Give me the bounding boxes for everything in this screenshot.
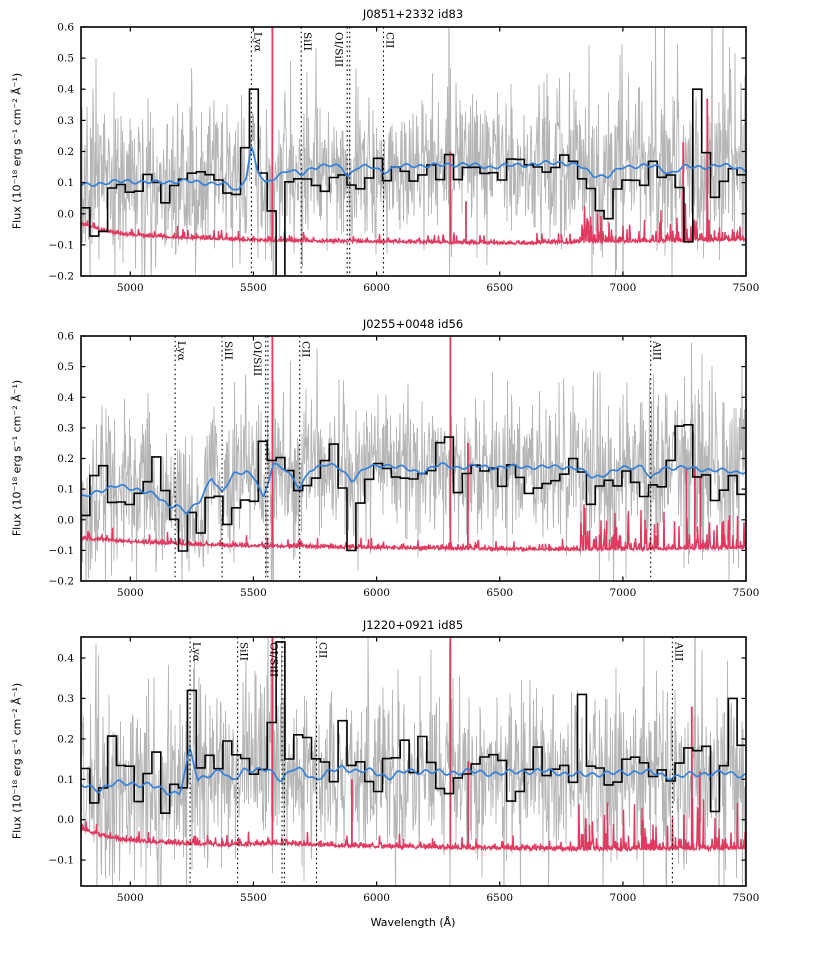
x-axis-label: Wavelength (Å) xyxy=(370,916,456,929)
y-tick-label: 0.4 xyxy=(57,83,74,96)
panel-title-1: J0851+2332 id83 xyxy=(362,7,464,21)
marker-label-AlII: AlII xyxy=(672,642,685,662)
y-tick-label: 0.4 xyxy=(57,652,74,665)
marker-label-SiII: SiII xyxy=(301,32,314,51)
raw-spectrum-gray xyxy=(81,0,746,358)
x-tick-label: 6000 xyxy=(363,282,390,294)
x-tick-label: 5500 xyxy=(240,282,267,294)
x-tick-label: 7500 xyxy=(732,587,760,599)
marker-label-Lyα: Lyα xyxy=(251,32,264,52)
y-tick-label: 0.2 xyxy=(57,453,74,465)
x-tick-label: 7500 xyxy=(732,282,760,294)
marker-label-Lyα: Lyα xyxy=(175,341,188,361)
x-tick-label: 6500 xyxy=(486,892,514,904)
marker-label-OI/SiII: OI/SiII xyxy=(332,32,345,68)
y-tick-label: −0.1 xyxy=(48,544,74,557)
marker-label-CII: CII xyxy=(383,32,396,49)
x-tick-label: 6000 xyxy=(363,892,390,904)
marker-label-CII: CII xyxy=(316,642,329,659)
x-tick-label: 6000 xyxy=(363,587,390,599)
y-tick-label: −0.2 xyxy=(48,270,74,283)
y-tick-label: 0.4 xyxy=(57,391,74,404)
panel-title-2: J0255+0048 id56 xyxy=(362,317,464,331)
y-axis-label-1: Flux (10⁻¹⁸ erg s⁻¹ cm⁻² Å⁻¹) xyxy=(10,72,24,230)
marker-label-OI/SiII: OI/SiII xyxy=(267,642,280,678)
x-tick-label: 7000 xyxy=(609,892,637,904)
y-tick-label: 0.5 xyxy=(57,361,74,374)
y-axis-label-2: Flux (10⁻¹⁸ erg s⁻¹ cm⁻² Å⁻¹) xyxy=(10,379,24,537)
y-tick-label: 0.2 xyxy=(57,146,74,158)
marker-label-Lyα: Lyα xyxy=(190,642,203,662)
x-tick-label: 6500 xyxy=(486,282,514,294)
x-tick-label: 7000 xyxy=(609,282,637,294)
marker-label-CII: CII xyxy=(299,341,312,358)
y-tick-label: 0.2 xyxy=(57,733,74,746)
panel-2-series xyxy=(81,318,746,642)
y-tick-label: 0.3 xyxy=(57,422,74,435)
marker-label-SiII: SiII xyxy=(222,341,235,360)
x-tick-label: 5500 xyxy=(240,587,267,599)
y-tick-label: 0.3 xyxy=(57,692,74,705)
y-tick-label: 0.6 xyxy=(57,21,74,34)
panel-1-series xyxy=(81,0,746,358)
y-tick-label: −0.1 xyxy=(48,239,74,252)
y-tick-label: 0.1 xyxy=(57,483,74,496)
y-tick-label: −0.1 xyxy=(48,854,74,867)
x-tick-label: 5000 xyxy=(116,587,144,599)
y-tick-label: 0.5 xyxy=(57,52,74,65)
y-tick-label: 0.0 xyxy=(57,514,74,527)
x-tick-label: 5000 xyxy=(116,282,144,294)
y-tick-label: 0.1 xyxy=(57,177,74,190)
x-tick-label: 6500 xyxy=(486,587,514,599)
y-tick-label: −0.2 xyxy=(48,575,74,588)
y-tick-label: 0.1 xyxy=(57,773,74,786)
marker-label-OI/SiII: OI/SiII xyxy=(251,341,264,377)
raw-spectrum-gray xyxy=(81,343,746,642)
panel-3-series xyxy=(81,547,746,953)
marker-label-SiII: SiII xyxy=(237,642,250,661)
x-tick-label: 5000 xyxy=(116,892,144,904)
marker-label-AlII: AlII xyxy=(650,341,663,361)
y-axis-label-3: Flux (10⁻¹⁸ erg s⁻¹ cm⁻² Å⁻¹) xyxy=(10,682,24,840)
y-tick-label: 0.0 xyxy=(57,814,74,827)
y-tick-label: 0.3 xyxy=(57,114,74,127)
x-tick-label: 5500 xyxy=(240,892,267,904)
raw-spectrum-gray xyxy=(81,547,746,953)
panel-title-3: J1220+0921 id85 xyxy=(362,618,464,632)
x-tick-label: 7500 xyxy=(732,892,760,904)
y-tick-label: 0.0 xyxy=(57,208,74,221)
x-tick-label: 7000 xyxy=(609,587,637,599)
y-tick-label: 0.6 xyxy=(57,330,74,343)
